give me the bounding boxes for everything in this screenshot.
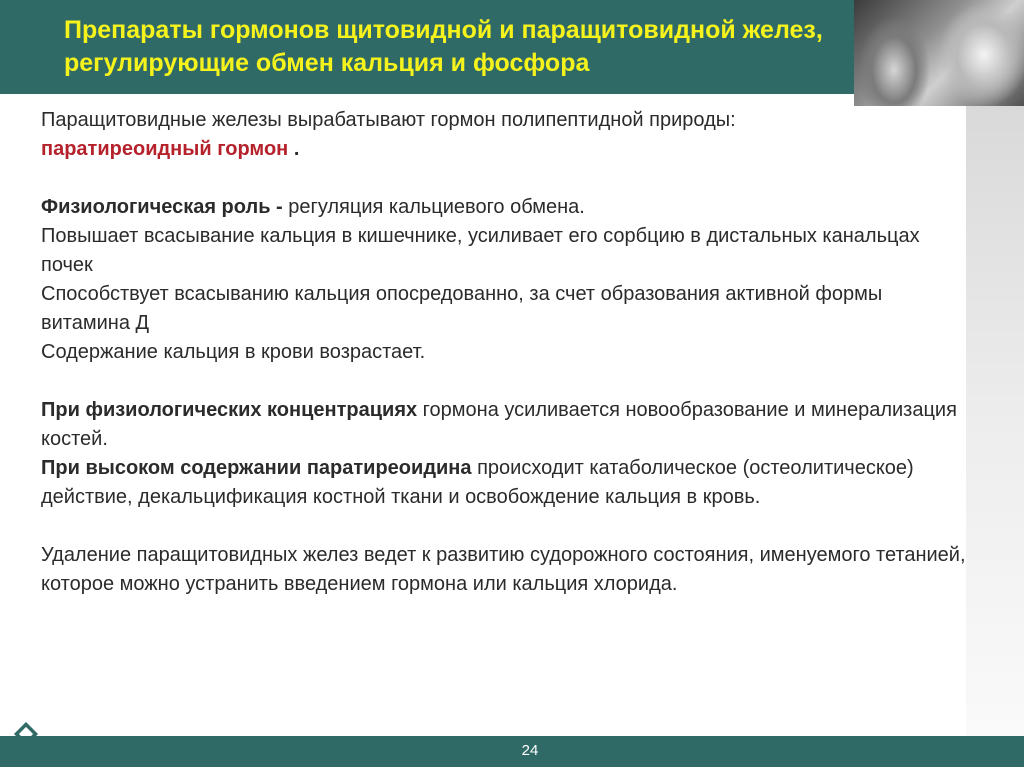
role-label: Физиологическая роль - xyxy=(41,196,283,218)
intro-paragraph xyxy=(41,106,971,164)
role-line-blood: Содержание кальция в крови возрастает. xyxy=(41,341,426,363)
slide-body xyxy=(41,106,971,599)
header-decorative-image xyxy=(854,0,1024,106)
role-paragraph xyxy=(41,193,971,222)
hormone-term: паратиреоидный гормон xyxy=(41,138,289,160)
page-number: 24 xyxy=(521,742,539,759)
footer-bar xyxy=(0,736,1024,767)
role-line-absorption: Повышает всасывание кальция в кишечнике, усиливает его сорбцию в дистальных канальцах почек xyxy=(41,225,920,276)
high-level-label: При высоком содержании паратиреоидина xyxy=(41,457,472,479)
slide-title-line-1: Препараты гормонов щитовидной и паращитовидной желез, xyxy=(64,16,823,44)
right-decorative-panel xyxy=(966,106,1024,736)
intro-suffix: . xyxy=(288,138,300,160)
role-line-vitamin: Способствует всасыванию кальция опосредованно, за счет образования активной формы витамина Д xyxy=(41,283,883,334)
physiological-text: гормона усиливается новообразование и минерализация костей. xyxy=(41,399,957,450)
role-text: регуляция кальциевого обмена. xyxy=(282,196,585,218)
high-level-text: происходит катаболическое (остеолитическое) действие, декальцификация костной ткани и освобождение кальция в кровь. xyxy=(41,457,914,508)
slide-title xyxy=(64,14,924,80)
removal-paragraph: Удаление паращитовидных желез ведет к развитию судорожного состояния, именуемого тетанией, которое можно устранить введением гормона или кальция хлорида. xyxy=(41,544,966,595)
high-level-paragraph xyxy=(41,454,971,512)
intro-text: Паращитовидные железы вырабатывают гормон полипептидной природы: xyxy=(41,109,736,131)
physiological-label: При физиологических концентрациях xyxy=(41,399,418,421)
physiological-paragraph xyxy=(41,396,971,454)
slide-title-line-2: регулирующие обмен кальция и фосфора xyxy=(64,49,590,77)
